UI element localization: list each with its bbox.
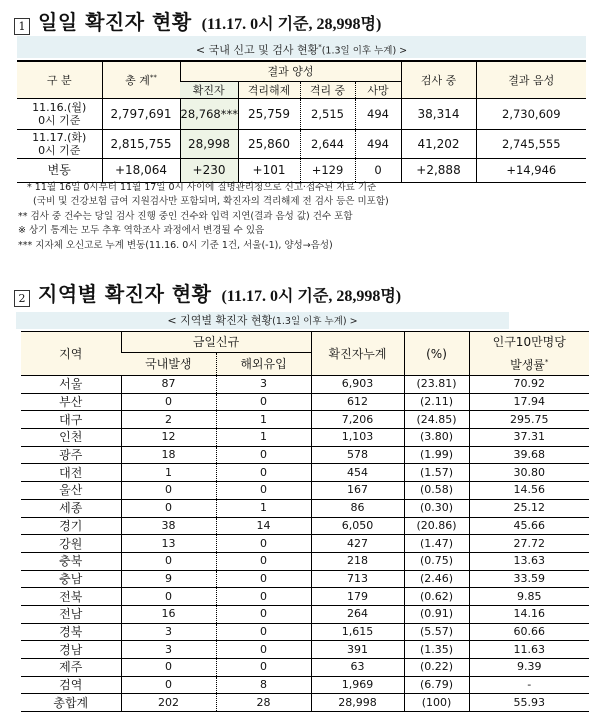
cell-total: 2,797,691 <box>102 98 180 129</box>
footnote: (국비 및 건강보험 급여 지원검사만 포함되며, 확진자의 격리해제 전 검사 등은 미포함) <box>24 196 389 208</box>
cumulative-cell: 713 <box>311 570 404 588</box>
percent-cell: (0.58) <box>404 482 469 500</box>
cumulative-cell: 6,050 <box>311 517 404 535</box>
cumulative-cell: 427 <box>311 535 404 553</box>
footnote: ※ 상기 통계는 모두 추후 역학조사 과정에서 변경될 수 있음 <box>18 225 265 237</box>
imported-cell: 1 <box>216 411 311 429</box>
rate-cell: 30.80 <box>469 464 589 482</box>
rate-cell: 25.12 <box>469 499 589 517</box>
table1-caption-text: < 국내 신고 및 검사 현황 <box>195 43 319 57</box>
percent-cell: (1.57) <box>404 464 469 482</box>
imported-cell: 8 <box>216 676 311 694</box>
table-row <box>17 158 586 182</box>
header-isolated: 격리 중 <box>300 81 355 98</box>
cell-testing: +2,888 <box>401 158 476 182</box>
region-cell: 경북 <box>21 623 121 641</box>
cell-negative: +14,946 <box>476 158 586 182</box>
cumulative-cell: 578 <box>311 446 404 464</box>
table1-caption-sub: (1.3일 이후 누계) > <box>321 45 408 57</box>
cumulative-cell: 264 <box>311 605 404 623</box>
table2-caption <box>16 312 509 329</box>
rate-cell: 13.63 <box>469 552 589 570</box>
cell-deaths: 0 <box>355 158 401 182</box>
table2-caption-text: < 지역별 확진자 현황 <box>167 314 273 327</box>
domestic-cell: 87 <box>121 376 216 394</box>
percent-cell: (100) <box>404 694 469 712</box>
domestic-cell: 2 <box>121 411 216 429</box>
cumulative-cell: 391 <box>311 641 404 659</box>
table2-caption-sub: (1.3일 이후 누계) > <box>272 316 358 327</box>
cell-confirmed: +230 <box>180 158 238 182</box>
percent-cell: (6.79) <box>404 676 469 694</box>
table-row <box>21 446 589 464</box>
table-row <box>21 570 589 588</box>
rate-cell: 9.39 <box>469 659 589 677</box>
percent-cell: (1.47) <box>404 535 469 553</box>
region-cell: 전북 <box>21 588 121 606</box>
cell-total: +18,064 <box>102 158 180 182</box>
domestic-cell: 3 <box>121 641 216 659</box>
cumulative-cell: 1,969 <box>311 676 404 694</box>
region-cell: 총합계 <box>21 694 121 712</box>
percent-cell: (0.75) <box>404 552 469 570</box>
cell-confirmed: 28,768*** <box>180 98 238 129</box>
cell-released: 25,860 <box>238 129 300 158</box>
region-cell: 충북 <box>21 552 121 570</box>
domestic-cell: 0 <box>121 393 216 411</box>
footnote: * 11월 16일 0시부터 11월 17일 0시 사이에 질병관리청으로 신고·접수된 자료 기준 <box>24 182 377 193</box>
imported-cell: 1 <box>216 499 311 517</box>
imported-cell: 0 <box>216 464 311 482</box>
domestic-cell: 0 <box>121 482 216 500</box>
cell-isolated: 2,644 <box>300 129 355 158</box>
section1-title: 일일 확진자 현황 <box>38 10 192 34</box>
section1-subtitle: (11.17. 0시 기준, 28,998명) <box>201 16 382 33</box>
header-positive-group: 결과 양성 <box>180 61 401 81</box>
region-cell: 광주 <box>21 446 121 464</box>
cumulative-cell: 179 <box>311 588 404 606</box>
domestic-testing-table <box>17 60 586 183</box>
cumulative-cell: 454 <box>311 464 404 482</box>
table-row <box>21 411 589 429</box>
table1-caption <box>17 36 586 58</box>
imported-cell: 0 <box>216 482 311 500</box>
imported-cell: 0 <box>216 552 311 570</box>
table-row <box>21 641 589 659</box>
row-label: 11.16.(월) 0시 기준 <box>17 98 102 129</box>
region-cell: 강원 <box>21 535 121 553</box>
rate-cell: 14.56 <box>469 482 589 500</box>
region-cell: 경기 <box>21 517 121 535</box>
cell-deaths: 494 <box>355 98 401 129</box>
domestic-cell: 13 <box>121 535 216 553</box>
cell-negative: 2,745,555 <box>476 129 586 158</box>
table-row <box>21 623 589 641</box>
footnote: ** 검사 중 건수는 당일 검사 진행 중인 건수와 입력 지연(결과 음성 값) 건수 포함 <box>18 210 353 222</box>
section2-title: 지역별 확진자 현황 <box>38 282 212 306</box>
table1-caption-mark: * <box>318 43 322 51</box>
imported-cell: 0 <box>216 588 311 606</box>
header-region: 지역 <box>21 332 121 376</box>
region-cell: 경남 <box>21 641 121 659</box>
imported-cell: 28 <box>216 694 311 712</box>
domestic-cell: 1 <box>121 464 216 482</box>
footnote: *** 지자체 오신고로 누계 변동(11.16. 0시 기준 1건, 서울(-1), 양성→음성) <box>18 239 333 251</box>
cell-confirmed: 28,998 <box>180 129 238 158</box>
region-cell: 검역 <box>21 676 121 694</box>
rate-cell: 55.93 <box>469 694 589 712</box>
cumulative-cell: 167 <box>311 482 404 500</box>
percent-cell: (0.91) <box>404 605 469 623</box>
domestic-cell: 16 <box>121 605 216 623</box>
imported-cell: 0 <box>216 659 311 677</box>
cell-negative: 2,730,609 <box>476 98 586 129</box>
imported-cell: 0 <box>216 446 311 464</box>
region-cell: 서울 <box>21 376 121 394</box>
header-percent: (%) <box>404 332 469 376</box>
percent-cell: (0.62) <box>404 588 469 606</box>
percent-cell: (0.30) <box>404 499 469 517</box>
header-negative: 결과 음성 <box>476 61 586 98</box>
percent-cell: (1.99) <box>404 446 469 464</box>
header-confirmed: 확진자 <box>180 81 238 98</box>
rate-cell: 9.85 <box>469 588 589 606</box>
region-cell: 대구 <box>21 411 121 429</box>
table-row <box>21 535 589 553</box>
domestic-cell: 0 <box>121 499 216 517</box>
cell-released: 25,759 <box>238 98 300 129</box>
row-label: 11.17.(화) 0시 기준 <box>17 129 102 158</box>
percent-cell: (0.22) <box>404 659 469 677</box>
table-row <box>17 129 586 158</box>
rate-cell: 17.94 <box>469 393 589 411</box>
domestic-cell: 9 <box>121 570 216 588</box>
cumulative-cell: 612 <box>311 393 404 411</box>
percent-cell: (24.85) <box>404 411 469 429</box>
percent-cell: (2.46) <box>404 570 469 588</box>
domestic-cell: 18 <box>121 446 216 464</box>
percent-cell: (20.86) <box>404 517 469 535</box>
cumulative-cell: 86 <box>311 499 404 517</box>
domestic-cell: 0 <box>121 676 216 694</box>
cumulative-cell: 1,103 <box>311 429 404 447</box>
domestic-cell: 0 <box>121 588 216 606</box>
table-row <box>21 393 589 411</box>
table-row <box>21 499 589 517</box>
row-label: 변동 <box>17 158 102 182</box>
cell-total: 2,815,755 <box>102 129 180 158</box>
header-new-group: 금일신규 <box>121 332 311 353</box>
rate-cell: 33.59 <box>469 570 589 588</box>
section1-heading <box>14 6 381 35</box>
rate-cell: 37.31 <box>469 429 589 447</box>
header-imported: 해외유입 <box>216 352 311 375</box>
cumulative-cell: 7,206 <box>311 411 404 429</box>
region-cell: 충남 <box>21 570 121 588</box>
imported-cell: 1 <box>216 429 311 447</box>
table-row <box>21 517 589 535</box>
table-row <box>21 676 589 694</box>
rate-cell: 45.66 <box>469 517 589 535</box>
rate-cell: 11.63 <box>469 641 589 659</box>
domestic-cell: 3 <box>121 623 216 641</box>
header-deaths: 사망 <box>355 81 401 98</box>
table-row <box>21 429 589 447</box>
percent-cell: (23.81) <box>404 376 469 394</box>
rate-cell: 60.66 <box>469 623 589 641</box>
table-row <box>21 482 589 500</box>
table-row <box>21 464 589 482</box>
table-row <box>21 552 589 570</box>
section-number-box: 2 <box>14 290 30 307</box>
cell-testing: 38,314 <box>401 98 476 129</box>
region-cell: 인천 <box>21 429 121 447</box>
table-row <box>21 694 589 712</box>
imported-cell: 0 <box>216 641 311 659</box>
imported-cell: 3 <box>216 376 311 394</box>
domestic-cell: 0 <box>121 659 216 677</box>
imported-cell: 14 <box>216 517 311 535</box>
region-cell: 세종 <box>21 499 121 517</box>
cell-testing: 41,202 <box>401 129 476 158</box>
cumulative-cell: 1,615 <box>311 623 404 641</box>
imported-cell: 0 <box>216 393 311 411</box>
cumulative-cell: 28,998 <box>311 694 404 712</box>
region-cell: 전남 <box>21 605 121 623</box>
section2-subtitle: (11.17. 0시 기준, 28,998명) <box>221 288 402 305</box>
header-cumulative: 확진자누계 <box>311 332 404 376</box>
header-category: 구 분 <box>17 61 102 98</box>
region-cell: 제주 <box>21 659 121 677</box>
table-row <box>21 376 589 394</box>
header-testing: 검사 중 <box>401 61 476 98</box>
header-domestic: 국내발생 <box>121 352 216 375</box>
percent-cell: (3.80) <box>404 429 469 447</box>
header-rate: 인구10만명당 발생률* <box>469 332 589 376</box>
rate-cell: 39.68 <box>469 446 589 464</box>
section-number-box: 1 <box>14 18 30 35</box>
table1-footnotes <box>18 181 389 253</box>
domestic-cell: 0 <box>121 552 216 570</box>
domestic-cell: 202 <box>121 694 216 712</box>
header-total: 총 계** <box>102 61 180 98</box>
rate-cell: 70.92 <box>469 376 589 394</box>
domestic-cell: 12 <box>121 429 216 447</box>
percent-cell: (2.11) <box>404 393 469 411</box>
cumulative-cell: 6,903 <box>311 376 404 394</box>
imported-cell: 0 <box>216 535 311 553</box>
domestic-cell: 38 <box>121 517 216 535</box>
table-row <box>21 605 589 623</box>
percent-cell: (1.35) <box>404 641 469 659</box>
cell-deaths: 494 <box>355 129 401 158</box>
table-row <box>21 659 589 677</box>
cumulative-cell: 218 <box>311 552 404 570</box>
cumulative-cell: 63 <box>311 659 404 677</box>
cell-isolated: 2,515 <box>300 98 355 129</box>
rate-cell: 27.72 <box>469 535 589 553</box>
table-row <box>21 588 589 606</box>
table-row <box>17 98 586 129</box>
imported-cell: 0 <box>216 623 311 641</box>
imported-cell: 0 <box>216 605 311 623</box>
cell-isolated: +129 <box>300 158 355 182</box>
percent-cell: (5.57) <box>404 623 469 641</box>
region-cell: 대전 <box>21 464 121 482</box>
rate-cell: 14.16 <box>469 605 589 623</box>
regional-cases-table <box>21 331 589 712</box>
imported-cell: 0 <box>216 570 311 588</box>
region-cell: 울산 <box>21 482 121 500</box>
header-released: 격리해제 <box>238 81 300 98</box>
rate-cell: - <box>469 676 589 694</box>
rate-cell: 295.75 <box>469 411 589 429</box>
region-cell: 부산 <box>21 393 121 411</box>
cell-released: +101 <box>238 158 300 182</box>
section2-heading <box>14 278 401 307</box>
